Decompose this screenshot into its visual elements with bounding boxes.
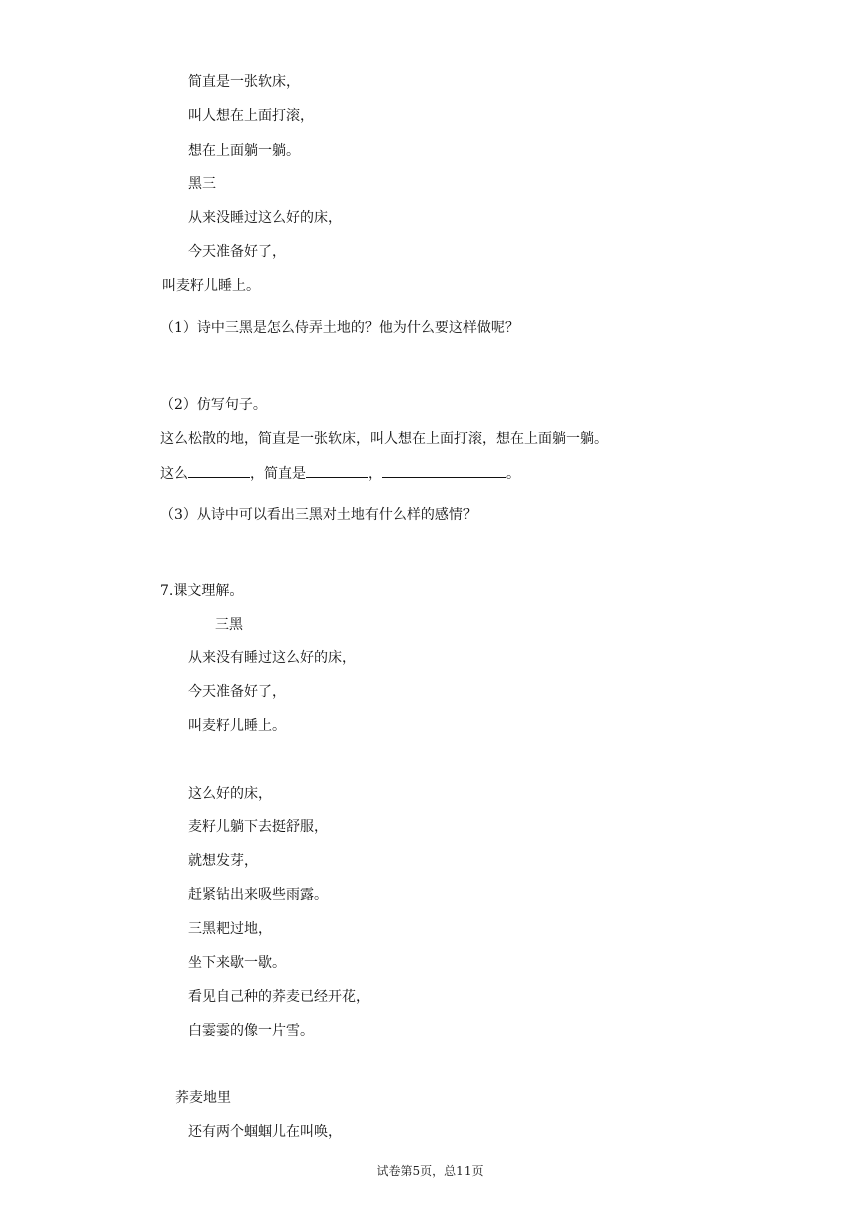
poem-line: 这么好的床， — [188, 786, 272, 802]
poem-line: 叫麦籽儿睡上。 — [162, 278, 260, 294]
poem-line: 荞麦地里 — [175, 1090, 231, 1106]
section-title: 课文理解。 — [173, 583, 244, 599]
poem-line: 简直是一张软床， — [188, 74, 300, 90]
poem-line: 就想发芽， — [188, 853, 258, 869]
fill-text: ， — [368, 466, 382, 482]
poem-line: 白霎霎的像一片雪。 — [188, 1023, 314, 1039]
answer-blank[interactable] — [382, 463, 506, 478]
section-heading — [160, 581, 243, 601]
fill-text: ，简直是 — [250, 466, 306, 482]
poem-line: 今天准备好了， — [188, 684, 286, 700]
poem-line: 坐下来歇一歇。 — [188, 955, 286, 971]
answer-blank[interactable] — [306, 463, 368, 478]
poem-title: 三黑 — [215, 617, 243, 633]
question-1: （1）诗中三黑是怎么侍弄土地的？他为什么要这样做呢？ — [160, 320, 519, 336]
page-footer: 试卷第5页，总11页 — [376, 1164, 484, 1178]
poem-line: 三黑耙过地， — [188, 921, 272, 937]
poem-line: 麦籽儿躺下去挺舒服， — [188, 819, 328, 835]
question-2-fill-in — [160, 463, 520, 484]
question-2-example: 这么松散的地，简直是一张软床，叫人想在上面打滚，想在上面躺一躺。 — [160, 431, 608, 447]
poem-line: 黑三 — [188, 176, 216, 192]
question-3: （3）从诗中可以看出三黑对土地有什么样的感情？ — [160, 507, 477, 523]
poem-line: 赶紧钻出来吸些雨露。 — [188, 887, 328, 903]
poem-line: 从来没睡过这么好的床， — [188, 210, 342, 226]
section-number: 7. — [160, 583, 174, 599]
poem-line: 叫麦籽儿睡上。 — [188, 718, 286, 734]
question-2: （2）仿写句子。 — [160, 397, 267, 413]
answer-blank[interactable] — [188, 463, 250, 478]
poem-line: 看见自己种的荞麦已经开花， — [188, 989, 370, 1005]
poem-line: 叫人想在上面打滚， — [188, 108, 314, 124]
poem-line: 想在上面躺一躺。 — [188, 143, 300, 159]
fill-text: 这么 — [160, 466, 188, 482]
poem-line: 还有两个蝈蝈儿在叫唤， — [188, 1124, 342, 1140]
fill-text: 。 — [506, 466, 520, 482]
poem-line: 今天准备好了， — [188, 244, 286, 260]
poem-line: 从来没有睡过这么好的床， — [188, 650, 356, 666]
